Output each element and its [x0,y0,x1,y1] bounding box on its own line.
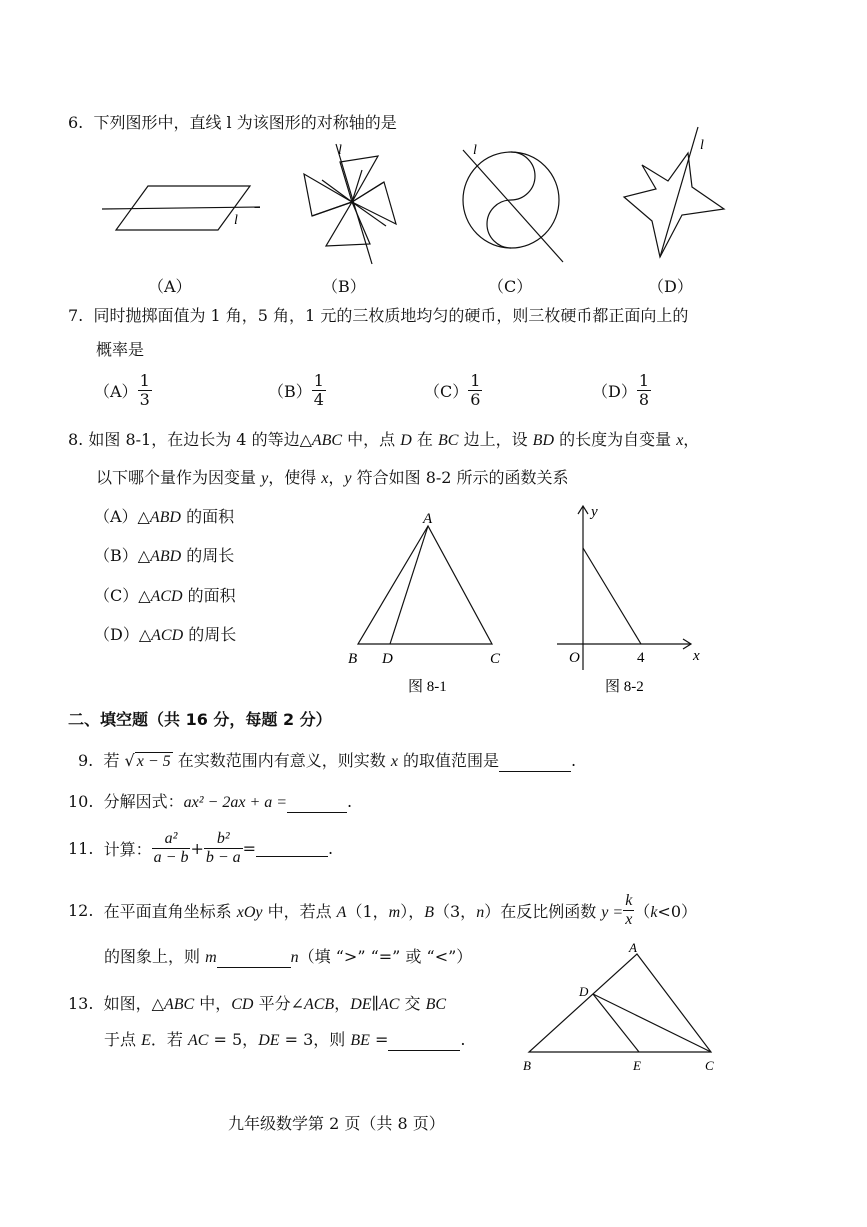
q6-label-c: （C） [488,277,533,296]
q12-t1i: （3， [434,902,477,921]
q13-t1f: ACB [303,996,335,1013]
q12-t1a: 在平面直角坐标系 [103,902,237,921]
q7-option-b [268,372,326,409]
q11-text: 计算： [103,840,152,859]
q10-number: 10. [68,792,94,811]
label-b: B [523,1058,531,1073]
q12-t1l: y = [601,904,624,921]
q8-option-c [94,586,236,607]
q8-number: 8. [68,430,84,449]
q9-pre: 若 [103,751,120,770]
q9-answer-blank[interactable] [499,755,571,772]
q12-t1b: xOy [236,904,263,921]
q12-t1g: ）， [400,902,425,921]
q7-d-den: 8 [638,390,650,409]
q8-b-rest: 的周长 [181,546,235,565]
q7-stem-line2: 概率是 [96,340,145,359]
q13-t2c: ．若 [150,1030,188,1049]
q7-option-c [424,372,482,409]
q12-t1m: （ [634,902,651,921]
q8-t1j: x [676,432,684,449]
q13-t1e: 平分∠ [253,994,304,1013]
q8-option-d [94,625,236,646]
q12-t1n: k [650,904,658,921]
q7-b-den: 4 [313,390,324,409]
segment-de [593,994,639,1052]
q8-a-rest: 的面积 [180,507,235,526]
label-a: A [423,511,433,527]
segment-ad [390,526,428,644]
q8-b-label: （B）△ [94,546,151,565]
q8-t2b: y [261,470,269,487]
q6-figure-c [455,140,575,270]
q12-t1h: B [424,904,434,921]
q7-option-b-label: （B） [268,382,312,401]
q13-t1k: 交 [399,994,426,1013]
q11-frac1-den: a − b [153,849,189,866]
q8-t1a: 如图 8-1，在边长为 4 的等边△ [88,430,312,449]
q7-number: 7. [68,306,84,325]
q9-post1: 在实数范围内有意义，则实数 [172,751,391,770]
label-a: A [629,940,637,955]
label-l-a: l [234,213,238,228]
q8-t1d: D [400,432,412,449]
q13-stem-line1 [68,994,446,1015]
star [624,153,724,257]
q7-option-d-label: （D） [592,382,637,401]
q12-t1j: n [476,904,485,921]
q8-t2f: y [344,470,352,487]
q7-b-num: 1 [313,371,324,390]
q13-t2g: = 3，则 [279,1030,351,1049]
q8-d-rest: 的周长 [183,625,237,644]
q13-t1j: AC [378,996,400,1013]
q6-label-b: （B） [322,277,366,296]
q13-t2h: BE [350,1032,370,1049]
q13-number: 13. [68,994,94,1013]
q13-t1a: 如图，△ [103,994,164,1013]
q8-a-label: （A）△ [94,507,150,526]
q12-t1f: m [388,904,401,921]
label-d: D [579,984,589,999]
label-o: O [569,650,580,666]
q9-stem: 9. 若 √ x − 5 在实数范围内有意义，则实数 x 的取值范围是 . [78,751,577,770]
q12-number: 12. [68,901,94,920]
q8-t1b: ABC [311,432,343,449]
q13-t1c: 中， [194,994,232,1013]
q8-t1e: 在 [411,430,439,449]
q6-label-a: （A） [148,277,192,296]
q8-t1c: 中，点 [342,430,401,449]
page-footer: 九年级数学第 2 页（共 8 页） [228,1114,445,1133]
q13-end: . [460,1030,466,1049]
q7-option-c-label: （C） [424,382,469,401]
q8-t2d: x [321,470,329,487]
label-c: C [490,651,501,667]
section-2-title: 二、填空题（共 16 分，每题 2 分） [68,710,332,729]
q11-stem [68,830,333,867]
q10-stem [68,792,352,813]
q11-answer-blank[interactable] [256,840,328,857]
caption-8-1: 图 8-1 [408,679,447,695]
tick-4: 4 [637,650,645,666]
q13-t2a: 于点 [104,1030,142,1049]
triangle-abc [358,526,492,644]
q13-t2e: = 5， [208,1030,259,1049]
q10-expression: ax² − 2ax + a = [183,794,288,811]
q12-t1k: ）在反比例函数 [484,902,602,921]
q11-frac1-num: a² [164,830,178,847]
q8-t2g: 符合如图 8-2 所示的函数关系 [351,468,569,487]
label-y: y [591,504,598,520]
label-l-d: l [700,138,704,153]
q8-t1i: 的长度为自变量 [554,430,677,449]
q9-post2: 的取值范围是 [397,751,500,770]
q8-t2e: ， [328,468,345,487]
q10-text: 分解因式： [103,792,184,811]
q6-figure-b [300,140,410,270]
q13-t2d: AC [187,1032,209,1049]
q9-number: 9. [78,751,94,770]
q9-end: . [571,751,577,770]
blade [304,174,352,216]
q8-stem-line2 [96,468,569,489]
q11-equals: = [242,839,257,858]
q12-frac-num: k [625,892,633,909]
label-x: x [693,648,700,664]
q11-frac2-den: b − a [205,849,241,866]
label-l-b: l [338,143,342,158]
segment-cd [593,994,711,1052]
q12-t1d: A [336,904,347,921]
q13-t1l: BC [425,996,447,1013]
q12-stem-line2 [104,947,472,968]
q8-t1h: BD [532,432,554,449]
q13-answer-blank[interactable] [388,1034,460,1051]
q8-t1g: 边上，设 [458,430,533,449]
q11-frac2-num: b² [216,830,230,847]
q8-option-a [94,507,234,528]
q11-plus: + [190,839,204,858]
figure-8-2 [555,500,715,710]
q13-t1h: DE [350,996,372,1013]
symmetry-line-d [660,127,698,257]
q12-t2a: 的图象上，则 [104,947,206,966]
label-d: D [382,651,393,667]
label-l-c: l [473,143,477,158]
label-c: C [705,1058,714,1073]
q13-stem-line2 [104,1030,466,1051]
q11-number: 11. [68,839,94,858]
q8-option-b [94,546,234,567]
q8-a-var: ABD [149,509,181,526]
q11-end: . [328,839,334,858]
label-e: E [633,1058,641,1073]
q8-t2c: ，使得 [268,468,322,487]
s-curve [487,152,535,248]
q7-stem-line1 [68,306,688,326]
q9-radicand: x − 5 [136,753,171,770]
q13-t2b: E [141,1032,151,1049]
q10-end: . [347,792,353,811]
q7-option-a [94,372,152,409]
q7-c-num: 1 [470,371,481,390]
q7-a-den: 3 [139,390,150,409]
q8-b-var: ABD [150,548,182,565]
q6-label-d: （D） [648,277,693,296]
q12-t1o: <0） [657,902,698,921]
q12-stem-line1 [68,892,697,929]
q12-t2b: m [205,949,217,966]
q6-number: 6. [68,113,84,132]
symmetry-line-a [102,207,260,209]
q6-stem [68,113,397,133]
q6-figure-d [620,125,740,265]
figure-8-1 [340,508,520,708]
q8-t1k: ， [683,430,700,449]
q7-text1: 同时抛掷面值为 1 角，5 角，1 元的三枚质地均匀的硬币，则三枚硬币都正面向上的 [93,306,689,325]
q13-figure [515,940,725,1080]
q6-text: 下列图形中，直线 l 为该图形的对称轴的是 [93,113,397,132]
symmetry-line-c [463,150,563,262]
q7-option-a-label: （A） [94,382,138,401]
q8-stem-line1 [68,430,699,451]
function-line [583,548,641,644]
q7-c-den: 6 [470,390,481,409]
q7-a-num: 1 [139,371,150,390]
q8-c-label: （C）△ [94,586,151,605]
caption-8-2: 图 8-2 [605,679,644,695]
q12-t1e: （1， [346,902,389,921]
q13-t1i: ∥ [371,994,379,1013]
q13-t2f: DE [258,1032,280,1049]
q8-c-rest: 的面积 [182,586,236,605]
q8-t2a: 以下哪个量作为因变量 [96,468,262,487]
q13-t1b: ABC [163,996,195,1013]
q10-answer-blank[interactable] [287,796,347,813]
q8-d-label: （D）△ [94,625,152,644]
q9-var: x [390,753,398,770]
q8-t1f: BC [438,432,459,449]
q7-option-d [592,372,651,409]
q13-t1d: CD [231,996,254,1013]
triangle-abc [529,954,711,1052]
q6-figure-a [100,180,270,240]
q12-t1c: 中，若点 [262,902,337,921]
q13-t1g: ， [334,994,351,1013]
label-b: B [348,651,358,667]
q12-t2d: （填 “>” “=” 或 “<”） [298,947,473,966]
q13-t2i: = [369,1030,389,1049]
q12-frac-den: x [625,911,633,928]
q8-c-var: ACD [150,588,183,605]
q7-d-num: 1 [638,371,650,390]
q12-t2c: n [290,949,299,966]
q12-answer-blank[interactable] [217,951,291,968]
q8-d-var: ACD [151,627,184,644]
